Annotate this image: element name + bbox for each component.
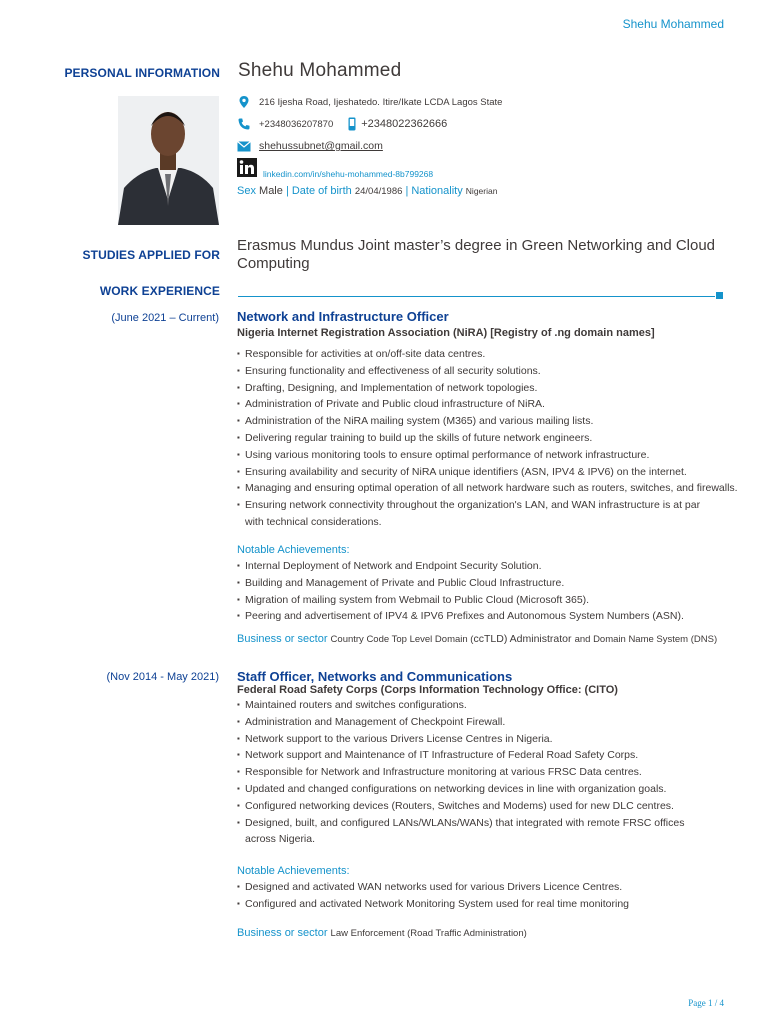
sector-value-part3: and Domain Name System (DNS) xyxy=(574,634,718,645)
address-row xyxy=(237,95,502,109)
section-label-personal: PERSONAL INFORMATION xyxy=(64,66,220,80)
list-item: ▪ Configured networking devices (Routers, Switches and Modems) used for new DLC centres. xyxy=(237,798,757,815)
list-item: ▪ Migration of mailing system from Webmail to Public Cloud (Microsoft 365). xyxy=(237,592,757,609)
list-item: ▪ Configured and activated Network Monitoring System used for real time monitoring xyxy=(237,896,757,913)
list-item: ▪ Network support and Maintenance of IT Infrastructure of Federal Road Safety Corps. xyxy=(237,747,757,764)
achievements-list xyxy=(237,558,757,625)
list-item: ▪ Administration of the NiRA mailing system (M365) and various mailing lists. xyxy=(237,413,757,430)
list-item: ▪ Network support to the various Drivers License Centres in Nigeria. xyxy=(237,731,757,748)
notable-achievements-label: Notable Achievements: xyxy=(237,865,350,877)
job-title: Network and Infrastructure Officer xyxy=(237,309,449,324)
email-icon xyxy=(237,141,251,155)
studies-text: Erasmus Mundus Joint master’s degree in Green Networking and Cloud Computing xyxy=(237,237,716,272)
business-sector-row xyxy=(237,633,717,645)
sex-label: Sex xyxy=(237,185,256,197)
list-item: ▪ Designed, built, and configured LANs/WLANs/WANs) that integrated with remote FRSC offices across Nigeria. xyxy=(237,815,685,849)
linkedin-link[interactable]: linkedin.com/in/shehu-mohammed-8b799268 xyxy=(263,169,434,179)
list-item: ▪ Updated and changed configurations on networking devices in line with organization goals. xyxy=(237,781,757,798)
notable-achievements-label: Notable Achievements: xyxy=(237,544,350,556)
sector-label: Business or sector xyxy=(237,927,328,939)
sector-label: Business or sector xyxy=(237,633,328,645)
section-label-studies: STUDIES APPLIED FOR xyxy=(82,248,220,262)
job-employer: Federal Road Safety Corps (Corps Information Technology Office: (CITO) xyxy=(237,684,618,696)
list-item: ▪ Building and Management of Private and Public Cloud Infrastructure. xyxy=(237,575,757,592)
page-number: Page 1 / 4 xyxy=(688,998,724,1008)
divider-marker xyxy=(716,292,723,299)
dob-label: | Date of birth xyxy=(285,185,352,197)
candidate-name: Shehu Mohammed xyxy=(238,60,402,81)
list-item: ▪ Maintained routers and switches configurations. xyxy=(237,697,757,714)
list-item: ▪ Delivering regular training to build up the skills of future network engineers. xyxy=(237,430,757,447)
location-icon xyxy=(237,95,251,109)
phone-mobile[interactable]: +2348022362666 xyxy=(361,118,448,130)
linkedin-icon[interactable] xyxy=(237,158,257,177)
list-item: ▪ Drafting, Designing, and Implementation of network topologies. xyxy=(237,380,757,397)
achievements-list xyxy=(237,879,757,913)
list-item: ▪ Peering and advertisement of IPV4 & IPV6 Prefixes and Autonomous System Numbers (ASN). xyxy=(237,608,757,625)
job-duties-list xyxy=(237,346,757,531)
sector-value-part1: Country Code Top Level Domain ( xyxy=(330,634,474,645)
list-item: ▪ Managing and ensuring optimal operation of all network hardware such as routers, switches, and firewalls. xyxy=(237,480,757,497)
profile-photo xyxy=(118,96,219,225)
sex-value: Male xyxy=(259,185,283,197)
job-duties-list xyxy=(237,697,757,848)
nationality-value: Nigerian xyxy=(465,186,498,196)
email-row xyxy=(237,137,383,155)
list-item: ▪ Administration and Management of Checkpoint Firewall. xyxy=(237,714,757,731)
header-name: Shehu Mohammed xyxy=(622,17,724,31)
phone-primary[interactable]: +2348036207870 xyxy=(259,118,334,130)
nationality-label: | Nationality xyxy=(405,185,463,197)
list-item: ▪ Using various monitoring tools to ensure optimal performance of network infrastructure. xyxy=(237,447,757,464)
phone-row xyxy=(237,117,447,131)
list-item: ▪ Internal Deployment of Network and Endpoint Security Solution. xyxy=(237,558,757,575)
list-item: ▪ Designed and activated WAN networks used for various Drivers Licence Centres. xyxy=(237,879,757,896)
job-employer: Nigeria Internet Registration Association (NiRA) [Registry of .ng domain names] xyxy=(237,327,655,339)
job-date: (June 2021 – Current) xyxy=(111,312,219,324)
sector-value: Law Enforcement (Road Traffic Administration) xyxy=(330,928,527,939)
mobile-icon xyxy=(347,117,357,131)
business-sector-row xyxy=(237,927,527,939)
list-item: ▪ Administration of Private and Public cloud infrastructure of NiRA. xyxy=(237,396,757,413)
list-item: ▪ Responsible for activities at on/off-site data centres. xyxy=(237,346,757,363)
section-divider xyxy=(238,296,715,297)
section-label-work: WORK EXPERIENCE xyxy=(99,284,220,298)
sector-value-part2: ccTLD) Administrator xyxy=(473,633,572,645)
address-text: 216 Ijesha Road, Ijeshatedo. Itire/Ikate LCDA Lagos State xyxy=(259,96,503,108)
phone-icon xyxy=(237,117,251,131)
job-title: Staff Officer, Networks and Communications xyxy=(237,669,513,684)
list-item: ▪ Ensuring availability and security of NiRA unique identifiers (ASN, IPV4 & IPV6) on the internet. xyxy=(237,464,757,481)
list-item: ▪ Responsible for Network and Infrastructure monitoring at various FRSC Data centres. xyxy=(237,764,757,781)
personal-details-row xyxy=(237,185,497,197)
list-item: ▪ Ensuring network connectivity throughout the organization's LAN, and WAN infrastructure is at par with technical considerations. xyxy=(237,497,715,531)
dob-value: 24/04/1986 xyxy=(354,186,403,197)
job-date: (Nov 2014 - May 2021) xyxy=(106,671,219,683)
email-link[interactable]: shehussubnet@gmail.com xyxy=(259,140,383,152)
list-item: ▪ Ensuring functionality and effectiveness of all security solutions. xyxy=(237,363,757,380)
